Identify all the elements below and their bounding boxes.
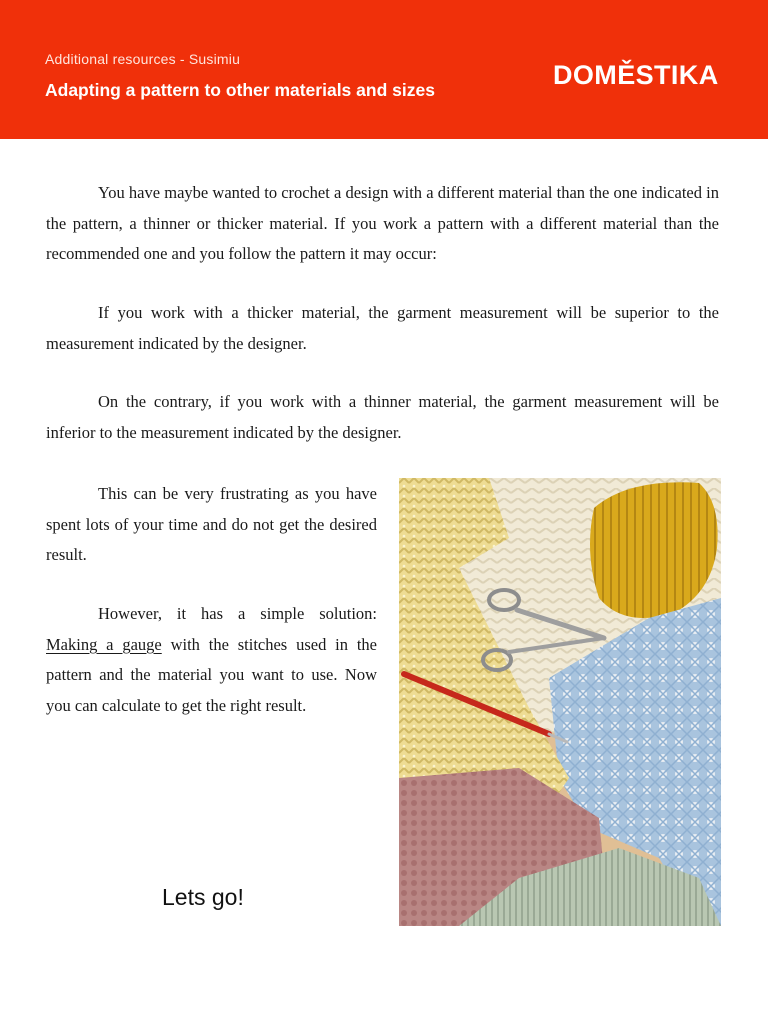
solution-text-end: with the stitches used in the pattern and the material you want to use. Now you can calculate to get the right result.	[46, 634, 377, 715]
paragraph-solution	[46, 599, 377, 721]
paragraph-thicker: If you work with a thicker material, the garment measurement will be superior to the measurement indicated by the designer.	[46, 303, 719, 353]
making-a-gauge-link[interactable]: Making a gauge	[46, 634, 162, 654]
domestika-logo: DOMĚSTIKA	[553, 60, 719, 90]
lets-go-callout: Lets go!	[162, 884, 244, 910]
header-kicker: Additional resources - Susimiu	[45, 51, 241, 67]
header-banner	[0, 0, 768, 139]
paragraph-thinner: On the contrary, if you work with a thinner material, the garment measurement will be inferior to the measurement indicated by the designer.	[46, 392, 719, 442]
solution-text-start: However, it has a simple solution:	[98, 604, 377, 623]
paragraph-frustrating: This can be very frustrating as you have spent lots of your time and do not get the desired result.	[46, 484, 377, 564]
page-title: Adapting a pattern to other materials and sizes	[45, 80, 435, 100]
paragraph-intro: You have maybe wanted to crochet a design with a different material than the one indicated in the pattern, a thinner or thicker material. If you work a pattern with a different material than the recommended one and you follow the pattern it may occur:	[46, 183, 719, 263]
crochet-swatches-photo	[399, 478, 721, 926]
